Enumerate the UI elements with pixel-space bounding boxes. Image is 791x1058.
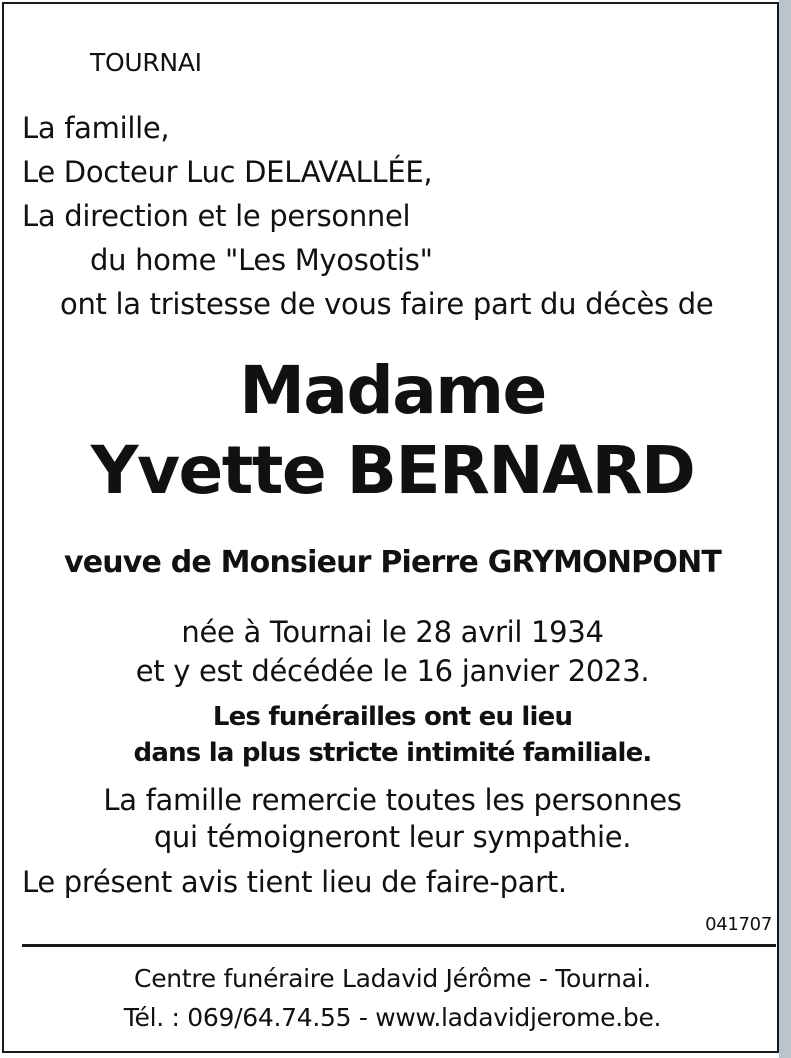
intro-line-doctor: Le Docteur Luc DELAVALLÉE, (22, 155, 433, 189)
thanks-line-1: La famille remercie toutes les personnes (103, 783, 682, 817)
page-edge-strip (779, 0, 791, 1058)
footer-divider (22, 944, 776, 947)
obituary-notice (2, 2, 779, 1053)
intro-line-announcement: ont la tristesse de vous faire part du décès de (60, 287, 714, 321)
reference-number: 041707 (705, 914, 772, 935)
city-heading: TOURNAI (90, 48, 202, 77)
notice-line: Le présent avis tient lieu de faire-part. (22, 865, 567, 899)
deceased-name: Yvette BERNARD (90, 432, 695, 509)
intro-line-home: du home "Les Myosotis" (90, 243, 433, 277)
death-line: et y est décédée le 16 janvier 2023. (135, 654, 650, 688)
funeral-line-2: dans la plus stricte intimité familiale. (133, 738, 652, 768)
thanks-line-2: qui témoigneront leur sympathie. (153, 820, 632, 854)
widow-line: veuve de Monsieur Pierre GRYMONPONT (63, 545, 722, 580)
intro-line-direction: La direction et le personnel (22, 199, 411, 233)
funeral-home-name: Centre funéraire Ladavid Jérôme - Tournai. (134, 964, 651, 993)
intro-line-family: La famille, (22, 111, 170, 145)
birth-line: née à Tournai le 28 avril 1934 (181, 615, 604, 649)
funeral-home-contact: Tél. : 069/64.74.55 - www.ladavidjerome.be. (123, 1003, 662, 1032)
deceased-title: Madame (239, 352, 546, 429)
funeral-line-1: Les funérailles ont eu lieu (212, 702, 573, 732)
